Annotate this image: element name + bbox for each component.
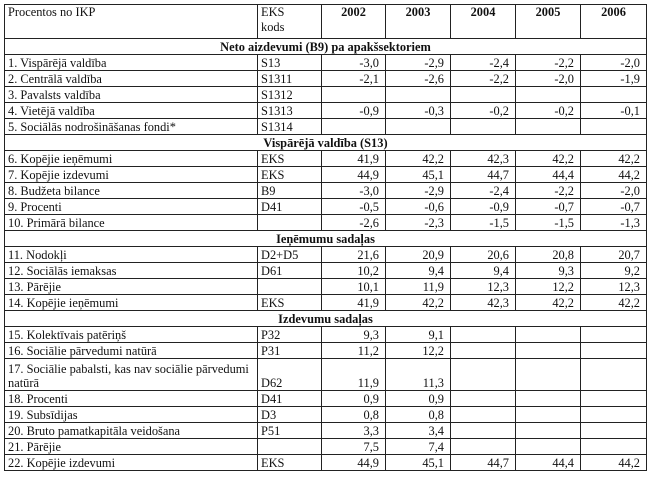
row-value: 9,4: [451, 263, 516, 279]
row-value: -0,3: [386, 103, 451, 119]
row-value: -2,9: [386, 183, 451, 199]
row-eks-code: [258, 279, 322, 295]
row-value: [451, 407, 516, 423]
row-value: 20,8: [516, 247, 581, 263]
row-value: [581, 439, 647, 455]
row-value: 42,2: [581, 295, 647, 311]
section-header-row: [5, 39, 647, 55]
row-eks-code: D61: [258, 263, 322, 279]
row-value: 42,2: [386, 295, 451, 311]
row-value: -1,3: [581, 215, 647, 231]
row-value: [581, 343, 647, 359]
row-label: 21. Pārējie: [5, 439, 258, 455]
row-value: -2,0: [581, 183, 647, 199]
table-row: [5, 119, 647, 135]
row-value: [386, 87, 451, 103]
row-value: [451, 439, 516, 455]
row-value: [451, 343, 516, 359]
row-value: 42,2: [516, 151, 581, 167]
row-value: 42,2: [516, 295, 581, 311]
row-value: -0,5: [322, 199, 386, 215]
table-row: [5, 167, 647, 183]
row-value: -2,3: [386, 215, 451, 231]
row-eks-code: P51: [258, 423, 322, 439]
row-value: 7,5: [322, 439, 386, 455]
row-value: [516, 327, 581, 343]
row-label: 22. Kopējie izdevumi: [5, 455, 258, 471]
row-value: [581, 407, 647, 423]
header-year: 2006: [581, 5, 647, 39]
row-value: [581, 119, 647, 135]
row-value: [386, 119, 451, 135]
row-label: 11. Nodokļi: [5, 247, 258, 263]
row-value: 12,2: [386, 343, 451, 359]
row-value: -2,2: [516, 183, 581, 199]
row-value: -0,7: [581, 199, 647, 215]
table-row: [5, 327, 647, 343]
header-year: 2005: [516, 5, 581, 39]
row-label: 20. Bruto pamatkapitāla veidošana: [5, 423, 258, 439]
row-value: [322, 87, 386, 103]
row-value: 11,3: [386, 359, 451, 391]
row-eks-code: EKS: [258, 455, 322, 471]
row-value: 11,9: [386, 279, 451, 295]
row-value: -1,9: [581, 71, 647, 87]
row-value: [451, 423, 516, 439]
table-row: [5, 279, 647, 295]
table-row: [5, 295, 647, 311]
row-value: 44,2: [581, 455, 647, 471]
section-title: Neto aizdevumi (B9) pa apakšsektoriem: [5, 39, 647, 55]
row-eks-code: S13: [258, 55, 322, 71]
row-eks-code: D62: [258, 359, 322, 391]
row-label: 15. Kolektīvais patēriņš: [5, 327, 258, 343]
row-value: -2,2: [516, 55, 581, 71]
row-value: 0,8: [322, 407, 386, 423]
row-label: 6. Kopējie ieņēmumi: [5, 151, 258, 167]
row-value: 44,4: [516, 167, 581, 183]
row-label: 2. Centrālā valdība: [5, 71, 258, 87]
row-value: -0,9: [322, 103, 386, 119]
table-row: [5, 183, 647, 199]
row-value: -0,2: [451, 103, 516, 119]
row-value: [322, 119, 386, 135]
row-value: 9,2: [581, 263, 647, 279]
row-value: 12,3: [451, 279, 516, 295]
row-eks-code: S1312: [258, 87, 322, 103]
row-value: [451, 327, 516, 343]
header-year: 2004: [451, 5, 516, 39]
row-eks-code: [258, 215, 322, 231]
row-label: 18. Procenti: [5, 391, 258, 407]
row-value: -0,2: [516, 103, 581, 119]
row-value: 11,9: [322, 359, 386, 391]
row-value: [581, 87, 647, 103]
row-value: [581, 423, 647, 439]
table-row: [5, 407, 647, 423]
row-eks-code: S1313: [258, 103, 322, 119]
table-row: [5, 151, 647, 167]
section-header-row: [5, 231, 647, 247]
section-header-row: [5, 135, 647, 151]
table-row: [5, 103, 647, 119]
table-row: [5, 199, 647, 215]
row-label: 3. Pavalsts valdība: [5, 87, 258, 103]
row-value: 41,9: [322, 151, 386, 167]
row-value: 7,4: [386, 439, 451, 455]
row-value: 3,3: [322, 423, 386, 439]
row-label: 16. Sociālie pārvedumi natūrā: [5, 343, 258, 359]
row-value: 45,1: [386, 167, 451, 183]
row-value: [581, 391, 647, 407]
row-value: -2,0: [516, 71, 581, 87]
table-row: [5, 55, 647, 71]
row-value: 0,9: [386, 391, 451, 407]
table-row: [5, 391, 647, 407]
table-row: [5, 359, 647, 391]
row-value: 11,2: [322, 343, 386, 359]
row-eks-code: [258, 439, 322, 455]
row-label: 5. Sociālās nodrošināšanas fondi*: [5, 119, 258, 135]
row-value: 9,1: [386, 327, 451, 343]
row-value: [451, 359, 516, 391]
row-value: -2,1: [322, 71, 386, 87]
row-value: 44,7: [451, 455, 516, 471]
row-eks-code: B9: [258, 183, 322, 199]
header-eks-code: [258, 5, 322, 39]
row-value: 41,9: [322, 295, 386, 311]
row-eks-code: S1314: [258, 119, 322, 135]
row-value: 0,9: [322, 391, 386, 407]
table-row: [5, 87, 647, 103]
row-value: [516, 119, 581, 135]
row-eks-code: D2+D5: [258, 247, 322, 263]
row-label: 12. Sociālās iemaksas: [5, 263, 258, 279]
row-value: -0,1: [581, 103, 647, 119]
section-header-row: [5, 311, 647, 327]
row-label: 10. Primārā bilance: [5, 215, 258, 231]
row-value: 42,2: [386, 151, 451, 167]
row-value: -1,5: [516, 215, 581, 231]
table-row: [5, 439, 647, 455]
row-value: 9,3: [322, 327, 386, 343]
row-label: 4. Vietējā valdība: [5, 103, 258, 119]
row-label: 1. Vispārējā valdība: [5, 55, 258, 71]
header-year: 2002: [322, 5, 386, 39]
table-body: [5, 39, 647, 471]
header-eks-line2: kods: [261, 20, 285, 34]
table-row: [5, 215, 647, 231]
row-value: -0,7: [516, 199, 581, 215]
header-year: 2003: [386, 5, 451, 39]
row-eks-code: EKS: [258, 151, 322, 167]
row-value: 3,4: [386, 423, 451, 439]
header-row: [5, 5, 647, 39]
row-eks-code: S1311: [258, 71, 322, 87]
row-value: -1,5: [451, 215, 516, 231]
row-eks-code: P32: [258, 327, 322, 343]
row-eks-code: EKS: [258, 167, 322, 183]
row-value: -2,4: [451, 55, 516, 71]
row-eks-code: D41: [258, 199, 322, 215]
row-label: 13. Pārējie: [5, 279, 258, 295]
table-row: [5, 263, 647, 279]
row-value: 44,7: [451, 167, 516, 183]
row-value: 20,7: [581, 247, 647, 263]
row-value: [516, 423, 581, 439]
row-value: -2,9: [386, 55, 451, 71]
row-value: 9,3: [516, 263, 581, 279]
row-value: 10,1: [322, 279, 386, 295]
row-value: [516, 343, 581, 359]
row-eks-code: P31: [258, 343, 322, 359]
table-row: [5, 247, 647, 263]
row-value: 44,9: [322, 167, 386, 183]
row-eks-code: D3: [258, 407, 322, 423]
row-value: -2,2: [451, 71, 516, 87]
row-value: [451, 391, 516, 407]
section-title: Ieņēmumu sadaļas: [5, 231, 647, 247]
row-label: 17. Sociālie pabalsti, kas nav sociālie pārvedumi natūrā: [5, 359, 258, 391]
row-label: 9. Procenti: [5, 199, 258, 215]
row-value: -3,0: [322, 55, 386, 71]
row-value: 44,9: [322, 455, 386, 471]
row-value: -0,6: [386, 199, 451, 215]
fiscal-table: [4, 4, 647, 471]
row-value: 44,4: [516, 455, 581, 471]
row-value: [516, 439, 581, 455]
row-value: 20,9: [386, 247, 451, 263]
row-value: 12,3: [581, 279, 647, 295]
row-label: 14. Kopējie ieņēmumi: [5, 295, 258, 311]
row-value: [581, 327, 647, 343]
row-value: [451, 87, 516, 103]
row-value: -3,0: [322, 183, 386, 199]
row-value: -2,6: [322, 215, 386, 231]
section-title: Vispārējā valdība (S13): [5, 135, 647, 151]
row-value: -2,0: [581, 55, 647, 71]
row-value: -0,9: [451, 199, 516, 215]
row-value: 44,2: [581, 167, 647, 183]
header-label: Procentos no IKP: [5, 5, 258, 39]
row-value: 42,3: [451, 295, 516, 311]
row-value: 0,8: [386, 407, 451, 423]
row-value: [451, 119, 516, 135]
row-value: [516, 359, 581, 391]
row-value: [516, 391, 581, 407]
row-value: 42,2: [581, 151, 647, 167]
row-value: 12,2: [516, 279, 581, 295]
row-eks-code: D41: [258, 391, 322, 407]
header-eks-line1: EKS: [261, 5, 285, 19]
row-label: 8. Budžeta bilance: [5, 183, 258, 199]
table-row: [5, 343, 647, 359]
row-value: 45,1: [386, 455, 451, 471]
row-eks-code: EKS: [258, 295, 322, 311]
row-value: 20,6: [451, 247, 516, 263]
row-label: 19. Subsīdijas: [5, 407, 258, 423]
row-value: 9,4: [386, 263, 451, 279]
row-value: 42,3: [451, 151, 516, 167]
table-row: [5, 423, 647, 439]
row-value: [581, 359, 647, 391]
section-title: Izdevumu sadaļas: [5, 311, 647, 327]
table-row: [5, 71, 647, 87]
row-value: -2,6: [386, 71, 451, 87]
row-value: [516, 87, 581, 103]
row-value: -2,4: [451, 183, 516, 199]
row-value: 10,2: [322, 263, 386, 279]
table-row: [5, 455, 647, 471]
row-value: [516, 407, 581, 423]
row-label: 7. Kopējie izdevumi: [5, 167, 258, 183]
row-value: 21,6: [322, 247, 386, 263]
